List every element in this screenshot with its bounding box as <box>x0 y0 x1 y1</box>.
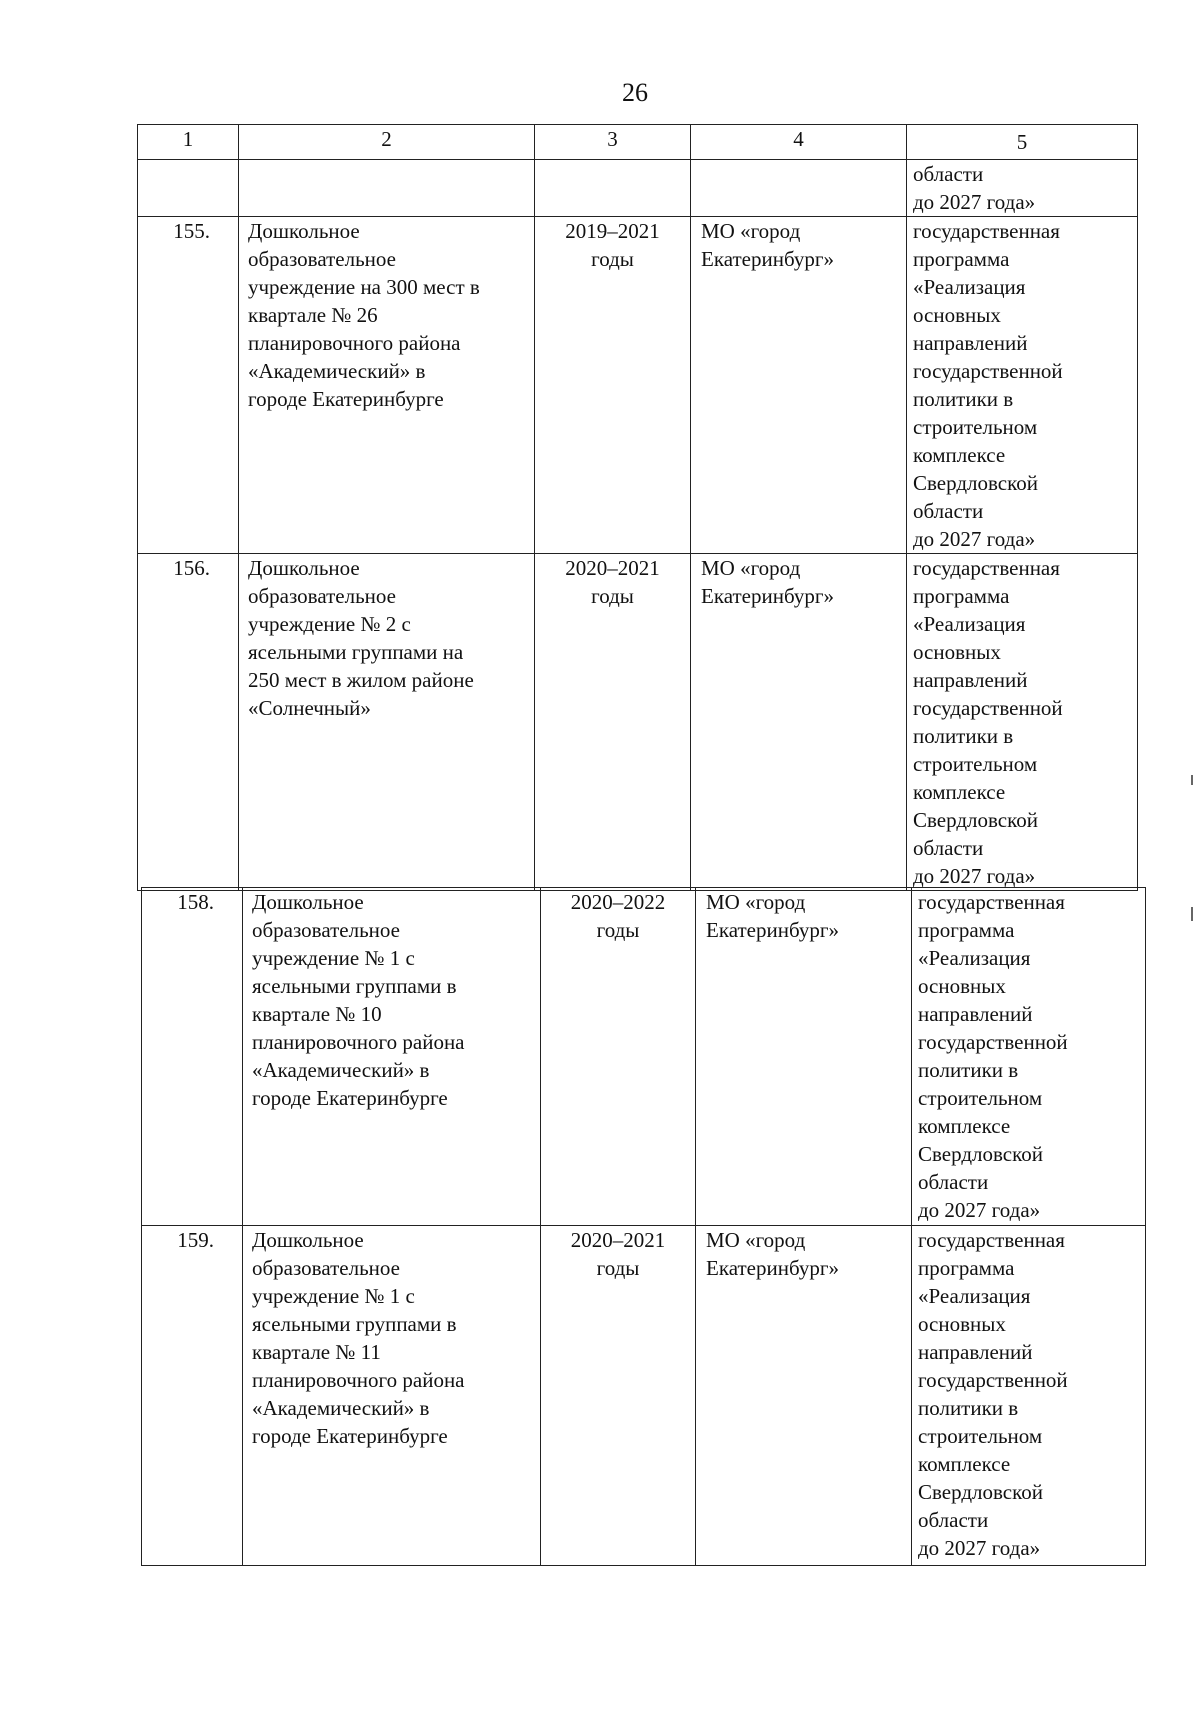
continuation-program-cell: области до 2027 года» <box>907 160 1138 217</box>
responsible-entity: МО «город Екатеринбург» <box>691 554 907 891</box>
continuation-owner-cell <box>691 160 907 217</box>
header-col-2: 2 <box>239 125 535 160</box>
table-row <box>142 888 1146 1226</box>
implementation-years: 2020–2021 годы <box>541 1226 696 1566</box>
implementation-years: 2020–2021 годы <box>535 554 691 891</box>
header-col-4: 4 <box>691 125 907 160</box>
object-name: Дошкольное образовательное учреждение № 1 с ясельными группами в квартале № 10 планировочного района «Академический» в городе Екатеринбурге <box>243 888 541 1226</box>
state-program: государственная программа «Реализация основных направлений государственной политики в строительном комплексе Свердловской области до 2027 года» <box>907 554 1138 891</box>
responsible-entity: МО «город Екатеринбург» <box>696 1226 912 1566</box>
scan-artifact-mark <box>1191 907 1193 921</box>
row-number: 158. <box>142 888 243 1226</box>
continuation-num-cell <box>138 160 239 217</box>
header-col-1: 1 <box>138 125 239 160</box>
table-row <box>138 217 1138 554</box>
objects-table-lower <box>141 887 1146 1566</box>
header-col-5: 5 <box>907 125 1138 160</box>
row-number: 159. <box>142 1226 243 1566</box>
object-name: Дошкольное образовательное учреждение № 2 с ясельными группами на 250 мест в жилом районе «Солнечный» <box>239 554 535 891</box>
scan-artifact-mark <box>1191 775 1193 785</box>
row-number: 156. <box>138 554 239 891</box>
state-program: государственная программа «Реализация основных направлений государственной политики в строительном комплексе Свердловской области до 2027 года» <box>912 1226 1146 1566</box>
table-row-continuation <box>138 160 1138 217</box>
responsible-entity: МО «город Екатеринбург» <box>691 217 907 554</box>
objects-table-upper <box>137 124 1138 891</box>
state-program: государственная программа «Реализация основных направлений государственной политики в строительном комплексе Свердловской области до 2027 года» <box>907 217 1138 554</box>
table-row <box>138 554 1138 891</box>
table-row <box>142 1226 1146 1566</box>
object-name: Дошкольное образовательное учреждение на 300 мест в квартале № 26 планировочного района «Академический» в городе Екатеринбурге <box>239 217 535 554</box>
continuation-name-cell <box>239 160 535 217</box>
implementation-years: 2020–2022 годы <box>541 888 696 1226</box>
header-col-3: 3 <box>535 125 691 160</box>
state-program: государственная программа «Реализация основных направлений государственной политики в строительном комплексе Свердловской области до 2027 года» <box>912 888 1146 1226</box>
continuation-years-cell <box>535 160 691 217</box>
object-name: Дошкольное образовательное учреждение № 1 с ясельными группами в квартале № 11 планировочного района «Академический» в городе Екатеринбурге <box>243 1226 541 1566</box>
page-number: 26 <box>622 78 648 107</box>
implementation-years: 2019–2021 годы <box>535 217 691 554</box>
responsible-entity: МО «город Екатеринбург» <box>696 888 912 1226</box>
table-header-row <box>138 125 1138 160</box>
row-number: 155. <box>138 217 239 554</box>
